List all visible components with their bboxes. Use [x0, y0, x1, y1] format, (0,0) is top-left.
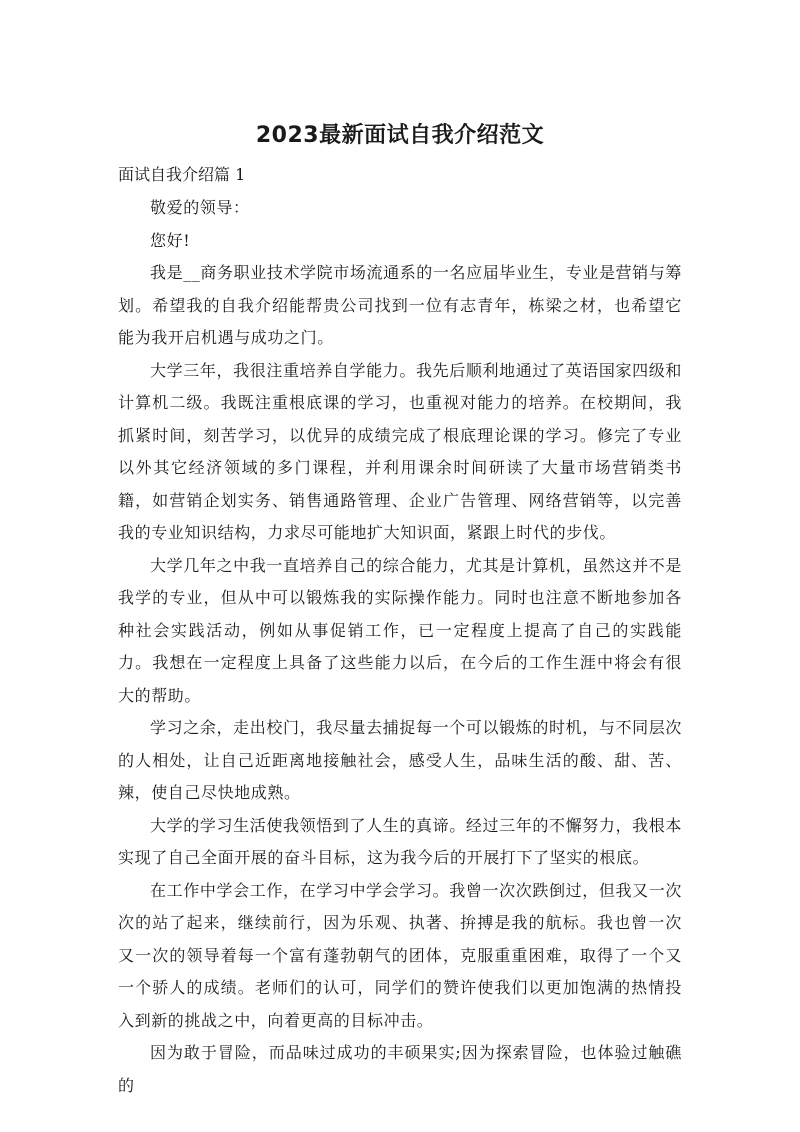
salutation: 敬爱的领导： [150, 198, 250, 217]
body-paragraph: 我是__商务职业技术学院市场流通系的一名应届毕业生，专业是营销与筹划。希望我的自我介绍能帮贵公司找到一位有志青年，栋梁之材，也希望它能为我开启机遇与成功之门。 [118, 263, 682, 347]
body-paragraph: 大学的学习生活使我领悟到了人生的真谛。经过三年的不懈努力，我根本实现了自己全面开展的奋斗目标，这为我今后的开展打下了坚实的根底。 [118, 815, 682, 867]
body-paragraph: 因为敢于冒险，而品味过成功的丰硕果实;因为探索冒险，也体验过触礁的 [118, 1043, 682, 1095]
body-paragraph: 大学几年之中我一直培养自己的综合能力，尤其是计算机，虽然这并不是我学的专业，但从中可以锻炼我的实际操作能力。同时也注意不断地参加各种社会实践活动，例如从事促销工作，已一定程度上提高了自己的实践能力。我想在一定程度上具备了这些能力以后，在今后的工作生涯中将会有很大的帮助。 [118, 555, 682, 705]
body-paragraph: 大学三年，我很注重培养自学能力。我先后顺利地通过了英语国家四级和计算机二级。我既注重根底课的学习，也重视对能力的培养。在校期间，我抓紧时间，刻苦学习，以优异的成绩完成了根底理论课的学习。修完了专业以外其它经济领域的多门课程，并利用课余时间研读了大量市场营销类书籍，如营销企划实务、销售通路管理、企业广告管理、网络营销等，以完善我的专业知识结构，力求尽可能地扩大知识面，紧跟上时代的步伐。 [118, 360, 682, 542]
greeting: 您好! [150, 230, 191, 250]
document-title: 2023最新面试自我介绍范文 [255, 123, 545, 148]
document-body [118, 192, 682, 1102]
body-paragraph: 学习之余，走出校门，我尽量去捕捉每一个可以锻炼的时机，与不同层次的人相处，让自己近距离地接触社会，感受人生，品味生活的酸、甜、苦、辣，使自己尽快地成熟。 [118, 718, 682, 802]
body-paragraph: 在工作中学会工作，在学习中学会学习。我曾一次次跌倒过，但我又一次次的站了起来，继续前行，因为乐观、执著、拚搏是我的航标。我也曾一次又一次的领导着每一个富有蓬勃朝气的团体，克服重重困难，取得了一个又一个骄人的成绩。老师们的认可，同学们的赞许使我们以更加饱满的热情投入到新的挑战之中，向着更高的目标冲击。 [118, 880, 682, 1030]
section-heading: 面试自我介绍篇 1 [118, 165, 246, 184]
